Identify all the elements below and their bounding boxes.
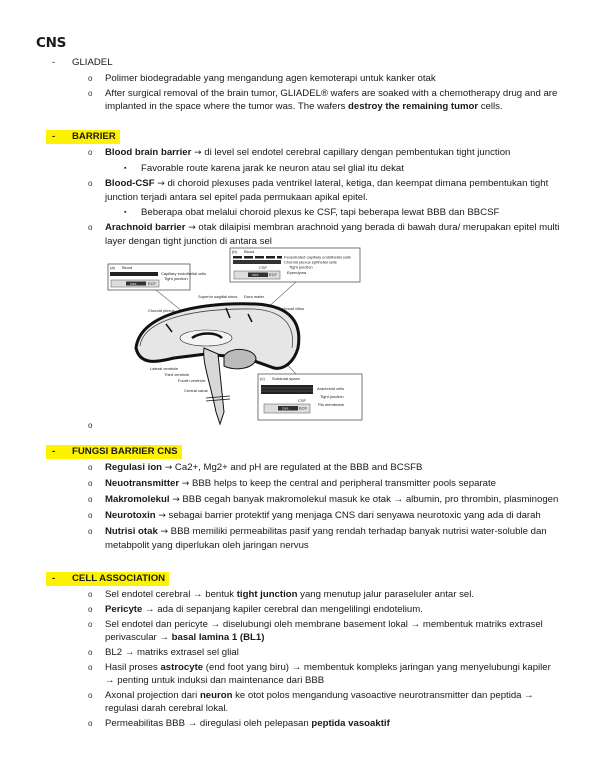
- diagram-label: Superior sagittal sinus: [198, 294, 238, 299]
- diagram-label: Dura mater: [244, 294, 265, 299]
- list-item: [0, 603, 600, 616]
- diagram-label: Choroid plexus: [148, 308, 175, 313]
- gliadel-label: GLIADEL: [72, 57, 113, 68]
- fungsi-heading: [0, 446, 600, 460]
- sub-list-item: [0, 206, 600, 219]
- diagram-label: ECF: [299, 405, 307, 411]
- item-text: (end foot yang biru) → membentuk kompleks jaringan yang menyelubungi kapiler → penting untuk induksi dan maintenance dari BBB: [105, 662, 551, 686]
- item-bold: Makromolekul: [105, 494, 170, 505]
- diagram-label: Lateral ventricle: [150, 366, 179, 371]
- item-text: cells.: [478, 101, 503, 112]
- section-fungsi-barrier: [0, 446, 600, 552]
- diagram-label: CSF: [298, 398, 306, 403]
- list-item: [0, 646, 600, 659]
- diagram-label: CSF: [259, 265, 267, 270]
- item-text: Polimer biodegradable yang mengandung agen kemoterapi untuk kanker otak: [105, 73, 436, 84]
- highlighted-heading: [46, 130, 120, 144]
- item-bold: neuron: [199, 690, 233, 701]
- fungsi-label: FUNGSI BARRIER CNS: [72, 446, 178, 457]
- list-item: [0, 509, 600, 523]
- item-bold: peptida vasoaktif: [311, 718, 390, 729]
- dash-bullet: -: [52, 573, 56, 584]
- arrow-icon: →: [188, 223, 196, 233]
- list-item: [0, 72, 600, 85]
- brain-barrier-diagram: [106, 249, 366, 432]
- panel-a: [108, 264, 206, 290]
- list-item: [0, 689, 600, 715]
- panel-title: Subdural space: [272, 376, 300, 381]
- diagram-label: Tight junction: [320, 394, 344, 399]
- diagram-label: Tight junction: [164, 276, 188, 281]
- item-text: Ca2+, Mg2+ and pH are regulated at the BBB and BCSFB: [172, 462, 423, 473]
- panel-b: [230, 248, 360, 282]
- item-bold: Regulasi ion: [105, 462, 163, 473]
- list-item: [0, 493, 600, 507]
- diagram-label: ECF: [148, 281, 156, 286]
- diagram-label: Choroid plexus epithelial cells: [284, 259, 337, 265]
- circle-bullet: o: [88, 663, 93, 672]
- dash-bullet: -: [52, 446, 56, 457]
- item-bold: Blood brain barrier: [105, 147, 192, 158]
- list-item: [0, 618, 600, 644]
- diagram-label: Ependyma: [287, 270, 307, 275]
- list-item: [0, 477, 600, 491]
- item-text: Sel endotel dan pericyte → diselubungi oleh membrane basement lokal → membentuk matriks extrasel perivascular →: [105, 619, 543, 643]
- circle-bullet: o: [88, 620, 93, 629]
- diagram-label: Pia membrane: [318, 402, 345, 407]
- item-text: ke otot polos mengandung vasoactive neurotransmitter dan peptida → regulasi darah cerebral lokal.: [105, 690, 534, 714]
- dash-bullet: -: [52, 131, 56, 142]
- item-text: After surgical removal of the brain tumor, GLIADEL® wafers are soaked with a chemotherapy drug and are implanted in the space where the tumor was. The wafers: [105, 88, 558, 112]
- item-text: yang menutup jalur paraseluler antar sel.: [297, 589, 475, 600]
- diagram-label: Fenestrated capillary endothelial cells: [284, 254, 351, 260]
- sub-list-item: [0, 162, 600, 175]
- arrow-icon: →: [164, 463, 173, 473]
- diagram-label: Arachnoid cells: [317, 386, 345, 391]
- circle-bullet: o: [88, 421, 93, 430]
- item-text: otak dilaipisi membran arachnoid yang berada di bawah dura/ merupakan epitel multi layer dengan tight junction di antara sel: [105, 222, 560, 247]
- circle-bullet: o: [88, 479, 93, 488]
- diagram-label: Central canal: [184, 388, 208, 393]
- list-item: [0, 661, 600, 687]
- list-item: [0, 717, 600, 730]
- list-item: [0, 461, 600, 475]
- list-item: [0, 588, 600, 601]
- dash-bullet: -: [52, 57, 56, 68]
- section-cell-association: [0, 573, 600, 730]
- page-title: CNS: [36, 35, 67, 51]
- list-item: [0, 177, 600, 204]
- arrow-icon: →: [194, 148, 202, 158]
- circle-bullet: o: [88, 590, 93, 599]
- square-bullet: ▪: [124, 209, 127, 216]
- panel-tag: (b): [232, 249, 237, 254]
- panel-title: Blood: [122, 265, 133, 270]
- circle-bullet: o: [88, 511, 93, 520]
- arrow-icon: →: [157, 179, 165, 189]
- cell-label: CELL ASSOCIATION: [72, 573, 166, 584]
- arrow-icon: →: [181, 479, 190, 489]
- item-text: di choroid plexuses pada ventrikel lateral, ketiga, dan keempat dimana pembentukan tight junction terjadi antara sel epitel pada permukaan apikal epitel.: [105, 178, 549, 203]
- item-text: → ada di sepanjang kapiler cerebral dan mengelilingi endotelium.: [142, 604, 423, 615]
- circle-bullet: o: [88, 179, 93, 188]
- item-bold: Pericyte: [105, 604, 143, 615]
- diagram-label: Fourth ventricle: [178, 378, 206, 383]
- item-text: BBB cegah banyak makromolekul masuk ke otak → albumin, pro thrombin, plasminogen: [179, 494, 559, 505]
- item-text: Permeabilitas BBB → diregulasi oleh pelepasan: [105, 718, 312, 729]
- circle-bullet: o: [88, 223, 93, 232]
- diagram-label: CNS: [282, 406, 289, 411]
- panel-tag: (c): [260, 376, 265, 381]
- diagram-label: Arachnoid villus: [276, 306, 305, 311]
- item-bold: Arachnoid barrier: [105, 222, 186, 233]
- barrier-label: BARRIER: [72, 131, 116, 142]
- item-bold: Nutrisi otak: [105, 526, 158, 537]
- highlighted-heading: [46, 445, 182, 459]
- arrow-icon: →: [172, 495, 180, 505]
- circle-bullet: o: [88, 719, 93, 728]
- item-text: Favorable route karena jarak ke neuron atau sel glial itu dekat: [141, 163, 404, 174]
- arrow-icon: →: [158, 511, 166, 521]
- diagram-svg: [106, 249, 366, 432]
- circle-bullet: o: [88, 89, 93, 98]
- section-gliadel: [0, 56, 600, 113]
- panel-c: [258, 374, 362, 420]
- diagram-label: Capillary endothelial cells: [161, 271, 207, 276]
- circle-bullet: o: [88, 605, 93, 614]
- item-bold: Blood-CSF: [105, 178, 155, 189]
- gliadel-heading: [0, 56, 600, 70]
- item-text: sebagai barrier protektif yang menjaga CNS dari senyawa neurotoxic yang ada di darah: [165, 510, 541, 521]
- list-item: [0, 525, 600, 552]
- item-text: Axonal projection dari: [105, 690, 200, 701]
- item-bold: Neurotoxin: [105, 510, 156, 521]
- circle-bullet: o: [88, 148, 93, 157]
- circle-bullet: o: [88, 648, 93, 657]
- circle-bullet: o: [88, 691, 93, 700]
- item-bold: tight junction: [236, 589, 298, 600]
- item-bold: astrocyte: [160, 662, 204, 673]
- list-item: [0, 146, 600, 160]
- panel-tag: (a): [110, 265, 115, 270]
- item-text: BL2 → matriks extrasel sel glial: [105, 647, 239, 658]
- diagram-label: ECF: [269, 272, 277, 277]
- diagram-label: CNS: [252, 273, 259, 277]
- circle-bullet: o: [88, 527, 93, 536]
- circle-bullet: o: [88, 74, 93, 83]
- item-text: di level sel endotel cerebral capillary dengan pembentukan tight junction: [201, 147, 511, 158]
- diagram-label: Third ventricle: [164, 372, 190, 377]
- circle-bullet: o: [88, 463, 93, 472]
- highlighted-heading: [46, 572, 169, 586]
- list-item: [0, 87, 600, 113]
- item-bold: basal lamina 1 (BL1): [171, 632, 265, 643]
- panel-title: Blood: [244, 249, 255, 254]
- item-bold: Neuotransmitter: [105, 478, 180, 489]
- circle-bullet: o: [88, 495, 93, 504]
- list-item: [0, 221, 600, 248]
- section-barrier: [0, 131, 600, 248]
- item-text: Beberapa obat melalui choroid plexus ke CSF, tapi beberapa lewat BBB dan BBCSF: [141, 207, 500, 218]
- item-text: BBB memiliki permeabilitas pasif yang rendah terhadap banyak nutrisi water-soluble dan metabpolit yang diperlukan oleh jaringan nervus: [105, 526, 547, 551]
- diagram-label: Tight junction: [289, 264, 313, 270]
- square-bullet: ▪: [124, 165, 127, 172]
- item-text: Sel endotel cerebral → bentuk: [105, 589, 237, 600]
- item-text: Hasil proses: [105, 662, 161, 673]
- cell-heading: [0, 573, 600, 587]
- diagram-label: CNS: [130, 282, 137, 286]
- item-text: BBB helps to keep the central and peripheral transmitter pools separate: [189, 478, 496, 489]
- item-bold: destroy the remaining tumor: [348, 101, 479, 112]
- barrier-heading: [0, 131, 600, 145]
- arrow-icon: →: [160, 527, 168, 537]
